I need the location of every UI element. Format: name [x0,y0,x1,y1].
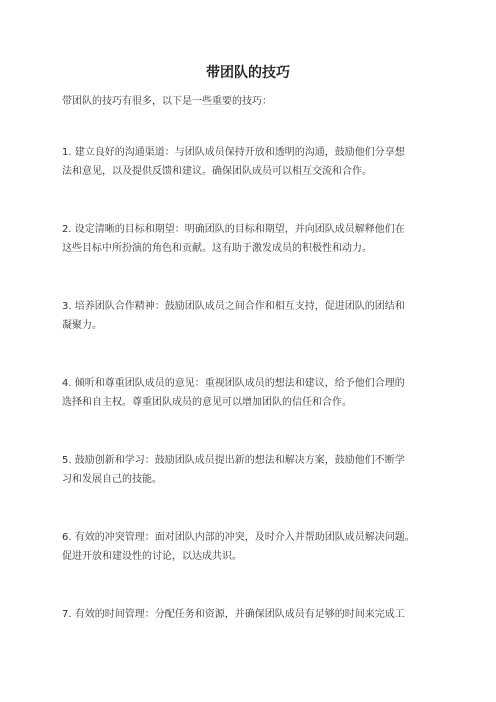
intro-paragraph: 带团队的技巧有很多，以下是一些重要的技巧： [62,96,272,107]
list-item-line: 6. 有效的冲突管理：面对团队内部的冲突，及时介入并帮助团队成员解决问题。 [62,532,415,543]
list-item [62,374,434,412]
list-item-line: 选择和自主权。尊重团队成员的意见可以增加团队的信任和合作。 [62,397,352,408]
document-title: 带团队的技巧 [206,65,290,81]
list-item [62,605,434,624]
list-item [62,528,434,566]
list-item-line: 这些目标中所扮演的角色和贡献。这有助于激发成员的积极性和动力。 [62,243,372,254]
list-item-line: 凝聚力。 [62,320,102,331]
list-item-line: 1. 建立良好的沟通渠道：与团队成员保持开放和透明的沟通，鼓励他们分享想 [62,147,405,158]
list-item-line: 法和意见，以及提供反馈和建议。确保团队成员可以相互交流和合作。 [62,166,372,177]
list-item [62,297,434,335]
list-item [62,220,434,258]
list-item-line: 2. 设定清晰的目标和期望：明确团队的目标和期望，并向团队成员解释他们在 [62,224,405,235]
list-item-line: 促进开放和建设性的讨论，以达成共识。 [62,551,242,562]
list-item-line: 5. 鼓励创新和学习：鼓励团队成员提出新的想法和解决方案，鼓励他们不断学 [62,455,405,466]
list-item-line: 7. 有效的时间管理：分配任务和资源，并确保团队成员有足够的时间来完成工 [62,609,405,620]
list-item [62,451,434,489]
list-item-line: 习和发展自己的技能。 [62,474,162,485]
list-item [62,143,434,181]
list-item-line: 4. 倾听和尊重团队成员的意见：重视团队成员的想法和建议，给予他们合理的 [62,378,405,389]
list-item-line: 3. 培养团队合作精神：鼓励团队成员之间合作和相互支持，促进团队的团结和 [62,301,405,312]
